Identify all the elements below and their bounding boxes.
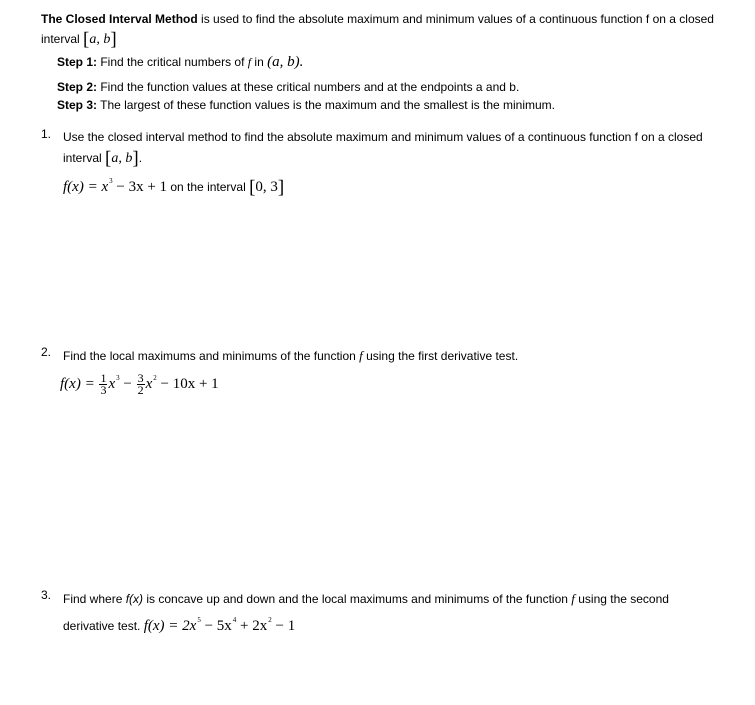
problem-number: 2. [41, 345, 52, 359]
problem-text: Find where f(x) is concave up and down and the local maximums and minimums of the function f using the second derivative test. $f(x) = 2x^5 - 5x^4 + 2x^2 - 1$ [63, 591, 669, 634]
problem-1-equation: $f(x) = x^3 - 3x + 1$ on the interval [0, 3] [63, 177, 285, 198]
intro-bold-title: The Closed Interval Method [41, 12, 198, 26]
step-1: Step 1: Find the critical numbers of f in (a, b). [57, 54, 304, 70]
step-2: Step 2: Find the function values at these critical numbers and at the endpoints a and b. [57, 80, 520, 94]
problem-number: 1. [41, 127, 52, 141]
steps-list [57, 53, 717, 115]
problem-text: Use the closed interval method to find the absolute maximum and minimum values of a continuous function f on a closed interval [a, b]. $f(x) = x^3 - 3x + 1$ on the interval [0, 3] [63, 127, 723, 198]
problem-2-equation: f(x) = $\frac{1}{3}$ $x^3$ − $\frac{3}{2}$ $x^2 - 10x + 1$ [60, 371, 219, 398]
step-3: Step 3: The largest of these function values is the maximum and the smallest is the minimum. [57, 98, 555, 112]
problem-text: Find the local maximums and minimums of the function f using the first derivative test. f(x) = $\frac{1}{3}$ $x^3$ − $\frac{3}{2}$ $x^2 - 10x + 1$ [63, 345, 723, 396]
intro-paragraph [41, 9, 731, 50]
intro-text: is used to find the absolute maximum and minimum values of a continuous function f on a closed interval [41, 12, 714, 46]
problem-number: 3. [41, 588, 52, 602]
intro-interval: [a, b] [83, 29, 117, 50]
